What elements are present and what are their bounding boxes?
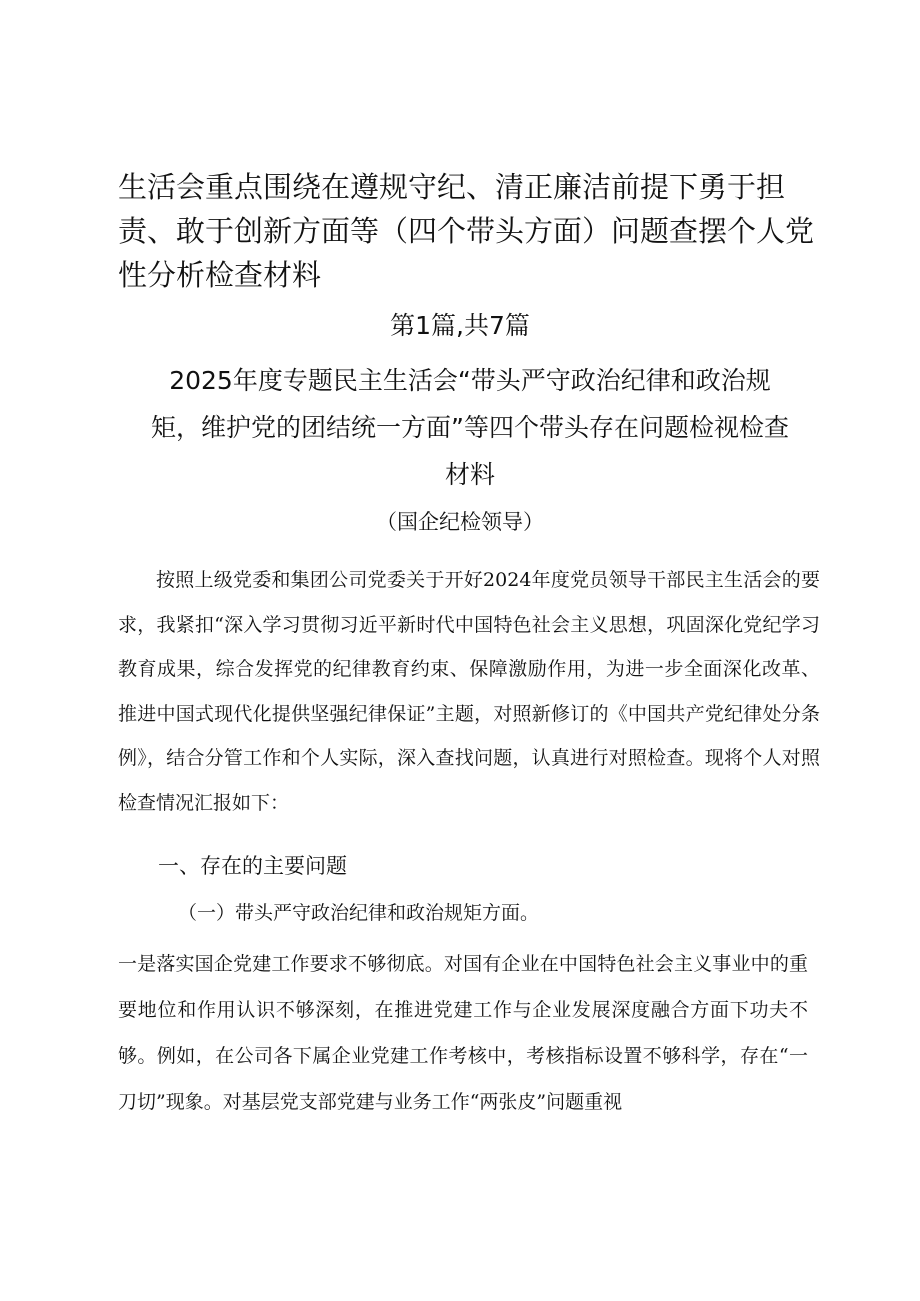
- document-subtitle: 2025年度专题民主生活会“带头严守政治纪律和政治规矩，维护党的团结统一方面”等四个带头存在问题检视检查材料: [151, 366, 789, 489]
- section-heading-1: 一、存在的主要问题: [158, 854, 347, 878]
- document-title: 生活会重点围绕在遵规守纪、清正廉洁前提下勇于担责、敢于创新方面等（四个带头方面）问题查摆个人党性分析检查材料: [118, 170, 815, 292]
- author-note: （国企纪检领导）: [376, 510, 544, 534]
- section-count: 第1篇,共7篇: [390, 311, 530, 340]
- intro-paragraph: 按照上级党委和集团公司党委关于开好2024年度党员领导干部民主生活会的要求，我紧扣“深入学习贯彻习近平新时代中国特色社会主义思想，巩固深化党纪学习教育成果，综合发挥党的纪律教育约束、保障激励作用，为进一步全面深化改革、推进中国式现代化提供坚强纪律保证”主题，对照新修订的《中国共产党纪律处分条例》，结合分管工作和个人实际，深入查找问题，认真进行对照检查。现将个人对照检查情况汇报如下：: [118, 569, 820, 814]
- section-heading-2: （一）带头严守政治纪律和政治规矩方面。: [178, 902, 540, 924]
- problem-paragraph: 一是落实国企党建工作要求不够彻底。对国有企业在中国特色社会主义事业中的重要地位和作用认识不够深刻，在推进党建工作与企业发展深度融合方面下功夫不够。例如，在公司各下属企业党建工作考核中，考核指标设置不够科学，存在“一刀切”现象。对基层党支部党建与业务工作“两张皮”问题重视: [118, 953, 808, 1113]
